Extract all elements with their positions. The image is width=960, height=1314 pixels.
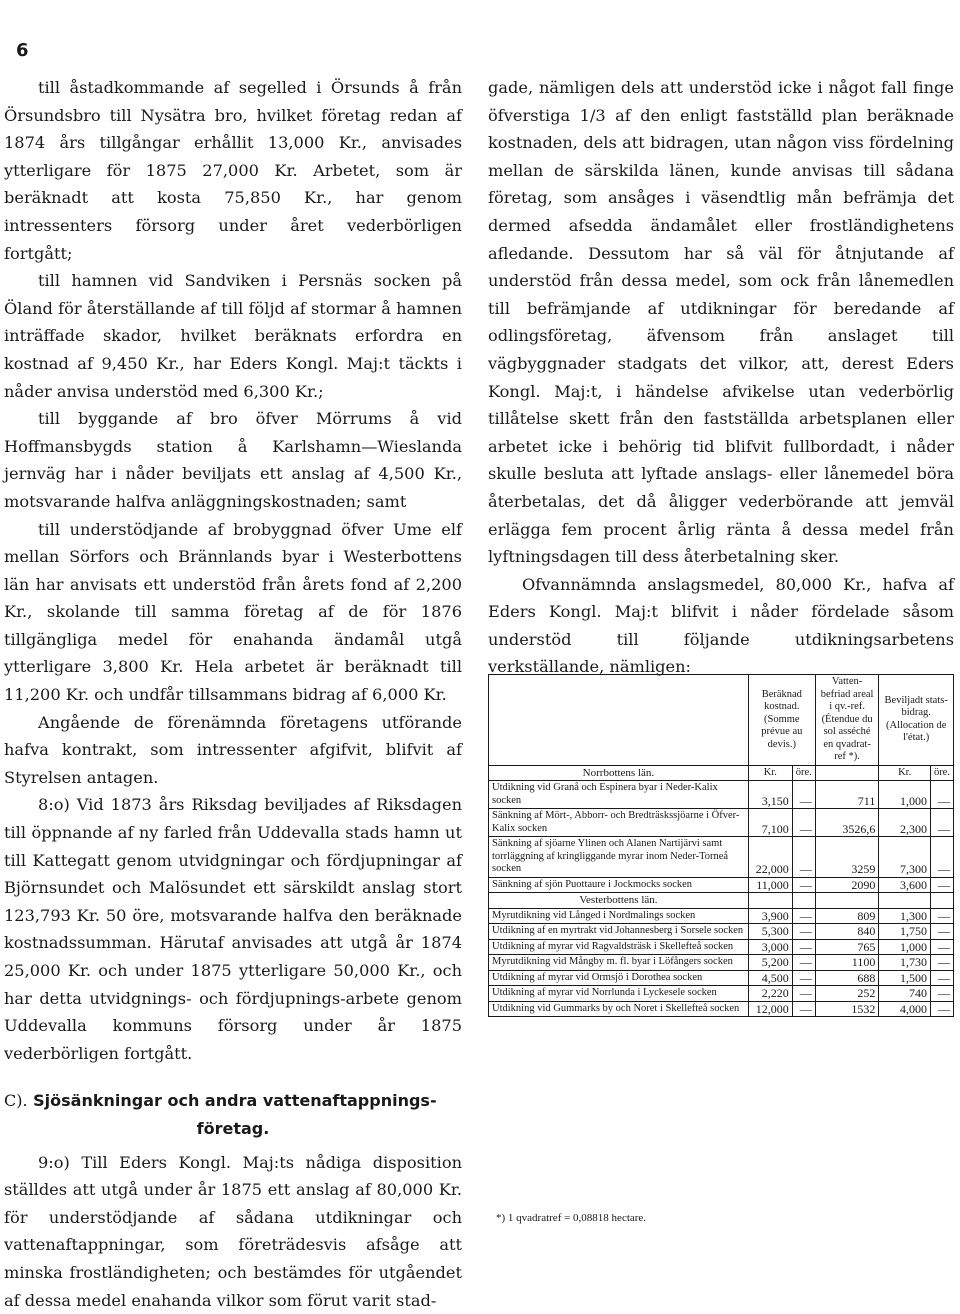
- grant-kr: 2,300: [879, 809, 931, 837]
- cost-kr: 12,000: [748, 1001, 792, 1017]
- row-description: Utdikning af myrar vid Norrlunda i Lyckesele socken: [489, 986, 749, 1002]
- row-description: Sänkning af sjöarne Ylinen och Alanen Nartijärvi samt torrläggning af kringliggande myrar inom Neder-Torneå socken: [489, 837, 749, 878]
- cost-ore: —: [792, 986, 815, 1002]
- area-value: 1100: [815, 955, 879, 971]
- header-grant: [879, 675, 954, 766]
- paragraph: till understödjande af brobyggnad öfver Ume elf mellan Sörfors och Brännlands byar i Westerbottens län har anvisats ett understöd från årets fond af 2,200 Kr., skolande till samma företag af de för 1876 tillgängliga medel för enahanda ändamål utgå ytterligare 3,800 Kr. Hela arbetet är beräknadt till 11,200 Kr. och undfår tillsammans bidrag af 6,000 Kr.: [4, 519, 462, 705]
- grant-ore: —: [930, 939, 953, 955]
- empty-cell: [748, 893, 792, 909]
- table-row: [489, 908, 954, 924]
- area-value: 809: [815, 908, 879, 924]
- paragraph: Ofvannämnda anslagsmedel, 80,000 Kr., hafva af Eders Kongl. Maj:t blifvit i nåder fördelade såsom understöd till följande utdikningsarbetens verkställande, nämligen:: [488, 574, 954, 677]
- cost-kr: 5,200: [748, 955, 792, 971]
- grant-ore: —: [930, 837, 953, 878]
- cost-kr: 3,900: [748, 908, 792, 924]
- cost-ore: —: [792, 809, 815, 837]
- grant-kr: 3,600: [879, 877, 931, 893]
- section-title: Norrbottens län.: [489, 765, 749, 781]
- empty-cell: [792, 893, 815, 909]
- grant-ore: —: [930, 986, 953, 1002]
- left-column: [4, 74, 462, 1314]
- cost-kr: 3,000: [748, 939, 792, 955]
- cost-kr: 4,500: [748, 970, 792, 986]
- cost-ore: —: [792, 924, 815, 940]
- header-label: Beräknad kostnad.: [761, 688, 802, 712]
- section-title-row: [489, 893, 954, 909]
- paragraph: Angående de förenämnda företagens utförande hafva kontrakt, som intressenter afgifvit, blifvit af Styrelsen antagen.: [4, 712, 462, 787]
- table-corner: [489, 675, 749, 766]
- unit-ore: öre.: [930, 765, 953, 781]
- grant-ore: —: [930, 809, 953, 837]
- row-description: Utdikning af en myrtrakt vid Johannesberg i Sorsele socken: [489, 924, 749, 940]
- grant-kr: 4,000: [879, 1001, 931, 1017]
- page-number: 6: [16, 40, 29, 61]
- row-description: Utdikning vid Granå och Espinera byar i Neder-Kalix socken: [489, 781, 749, 809]
- row-description: Myrutdikning vid Mångby m. fl. byar i Löfångers socken: [489, 955, 749, 971]
- cost-kr: 3,150: [748, 781, 792, 809]
- grant-ore: —: [930, 781, 953, 809]
- grant-kr: 1,000: [879, 781, 931, 809]
- paragraph: 8:o) Vid 1873 års Riksdag beviljades af Riksdagen till öppnande af ny farled från Uddevalla stads hamn ut till Kattegatt genom utvidgningar och fördjupningar af Björnsundet och Malösundet ett särskildt anslag stort 123,793 Kr. 50 öre, motsvarande halfva den beräknade kostnadssumman. Härutaf anvisades att utgå år 1874 25,000 Kr. och under 1875 ytterligare 50,000 Kr., och har detta utvidgnings- och fördjupnings-arbete genom Uddevalla kommuns försorg under år 1875 vederbörligen fortgått.: [4, 795, 462, 1063]
- cost-ore: —: [792, 939, 815, 955]
- grant-ore: —: [930, 955, 953, 971]
- table-row: [489, 986, 954, 1002]
- grant-kr: 1,500: [879, 970, 931, 986]
- table-row: [489, 970, 954, 986]
- grant-ore: —: [930, 877, 953, 893]
- section-title: Vesterbottens län.: [489, 893, 749, 909]
- cost-kr: 7,100: [748, 809, 792, 837]
- row-description: Sänkning af sjön Puottaure i Jockmocks socken: [489, 877, 749, 893]
- cost-kr: 5,300: [748, 924, 792, 940]
- paragraph: 9:o) Till Eders Kongl. Maj:ts nådiga disposition ställdes att utgå under år 1875 ett anslag af 80,000 Kr. för understödjande af sådana utdikningar och vattenaftappningar, som företrädesvis afsåge att minska frostländigheten; och bestämdes för utgåendet af dessa medel enahanda vilkor som förut varit stad-: [4, 1152, 462, 1310]
- unit-ore: öre.: [792, 765, 815, 781]
- area-value: 688: [815, 970, 879, 986]
- grant-kr: 7,300: [879, 837, 931, 878]
- grant-kr: 1,750: [879, 924, 931, 940]
- grant-kr: 1,300: [879, 908, 931, 924]
- area-value: 711: [815, 781, 879, 809]
- area-value: 1532: [815, 1001, 879, 1017]
- header-note: (Étendue du sol asséché en qvadrat-ref *).: [821, 713, 873, 762]
- grant-kr: 1,000: [879, 939, 931, 955]
- row-description: Myrutdikning vid Långed i Nordmalings socken: [489, 908, 749, 924]
- paragraph: till hamnen vid Sandviken i Persnäs socken på Öland för återställande af till följd af stormar å hamnen inträffade skador, hvilket beräknats erfordra en kostnad af 9,450 Kr., har Eders Kongl. Maj:t täckts i nåder anvisa understöd med 6,300 Kr.;: [4, 271, 462, 401]
- row-description: Utdikning vid Gummarks by och Noret i Skellefteå socken: [489, 1001, 749, 1017]
- cost-ore: —: [792, 970, 815, 986]
- row-description: Sänkning af Mört-, Abborr- och Bredträskssjöarne i Öfver-Kalix socken: [489, 809, 749, 837]
- cost-kr: 2,220: [748, 986, 792, 1002]
- header-label: Vatten-befriad areal i qv.-ref.: [820, 676, 874, 712]
- header-note: (Allocation de l'état.): [886, 719, 947, 744]
- header-label: Beviljadt stats-bidrag.: [884, 694, 948, 719]
- table-row: [489, 809, 954, 837]
- unit-kr: Kr.: [748, 765, 792, 781]
- unit-kr: Kr.: [879, 765, 931, 781]
- table-subheader-row: [489, 765, 954, 781]
- area-value: 765: [815, 939, 879, 955]
- grants-table: [488, 674, 954, 1017]
- paragraph: till byggande af bro öfver Mörrums å vid Hoffmansbygds station å Karlshamn—Wieslanda jernväg har i nåder beviljats ett anslag af 4,500 Kr., motsvarande halfva anläggningskostnaden; samt: [4, 409, 462, 511]
- table-row: [489, 924, 954, 940]
- cost-ore: —: [792, 955, 815, 971]
- cost-ore: —: [792, 781, 815, 809]
- cost-ore: —: [792, 877, 815, 893]
- grant-ore: —: [930, 908, 953, 924]
- table-row: [489, 781, 954, 809]
- grant-kr: 740: [879, 986, 931, 1002]
- heading-line: företag.: [196, 1118, 270, 1138]
- area-value: 2090: [815, 877, 879, 893]
- area-value: 840: [815, 924, 879, 940]
- empty-cell: [815, 893, 879, 909]
- grant-kr: 1,730: [879, 955, 931, 971]
- cost-ore: —: [792, 908, 815, 924]
- heading-line: Sjösänkningar och andra vattenaftappnings-: [33, 1091, 437, 1111]
- table-body: [489, 781, 954, 1017]
- table-header-row: [489, 675, 954, 766]
- table-row: [489, 955, 954, 971]
- right-column: [488, 74, 954, 681]
- paragraph: gade, nämligen dels att understöd icke i något fall finge öfverstiga 1/3 af den enligt fastställd plan beräknade kostnaden, dels att bidragen, utan någon viss fördelning mellan de särskilda länen, kunde anvisas till sådana företag, som ansåges i väsendtlig mån befrämja det dermed afsedda ändamålet eller frostländighetens afledande. Dessutom har så väl för åtnjutande af understöd från dessa medel, som ock från lånemedlen till befrämjande af utdikningar för beredande af odlingsföretag, äfvensom från anslaget till vägbyggnader stadgats det vilkor, att, derest Eders Kongl. Maj:t, i händelse afvikelse utan vederbörlig tillåtelse skett från den fastställda arbetsplanen eller arbetet icke i behörig tid blifvit fullbordadt, i nåder skulle besluta att lyftade anslags- eller lånemedel böra återbetalas, det då åligger vederbörande att jemväl erlägga fem procent årlig ränta å dessa medel från lyftningsdagen till dess återbetalning sker.: [488, 78, 954, 567]
- unit-blank: [815, 765, 879, 781]
- grant-ore: —: [930, 1001, 953, 1017]
- empty-cell: [879, 893, 931, 909]
- header-area: [815, 675, 879, 766]
- grant-ore: —: [930, 924, 953, 940]
- footnote: *) 1 qvadratref = 0,08818 hectare.: [496, 1212, 647, 1224]
- area-value: 252: [815, 986, 879, 1002]
- grant-ore: —: [930, 970, 953, 986]
- paragraph: till åstadkommande af segelled i Örsunds å från Örsundsbro till Nysätra bro, hvilket företag redan af 1874 års tillgångar erhållit 13,000 Kr., anvisades ytterligare för 1875 27,000 Kr. Arbetet, som är beräknadt att kosta 75,850 Kr., har genom intressenters försorg under året vederbörligen fortgått;: [4, 78, 462, 263]
- cost-ore: —: [792, 837, 815, 878]
- cost-kr: 22,000: [748, 837, 792, 878]
- table-row: [489, 837, 954, 878]
- heading-prefix: C).: [4, 1091, 28, 1111]
- table-row: [489, 1001, 954, 1017]
- area-value: 3259: [815, 837, 879, 878]
- empty-cell: [930, 893, 953, 909]
- header-note: (Somme prévue au devis.): [761, 713, 803, 750]
- cost-ore: —: [792, 1001, 815, 1017]
- area-value: 3526,6: [815, 809, 879, 837]
- header-cost: [748, 675, 815, 766]
- cost-kr: 11,000: [748, 877, 792, 893]
- table-row: [489, 877, 954, 893]
- section-heading: [4, 1087, 462, 1142]
- table-row: [489, 939, 954, 955]
- row-description: Utdikning af myrar vid Ormsjö i Dorothea socken: [489, 970, 749, 986]
- row-description: Utdikning af myrar vid Ragvaldsträsk i Skellefteå socken: [489, 939, 749, 955]
